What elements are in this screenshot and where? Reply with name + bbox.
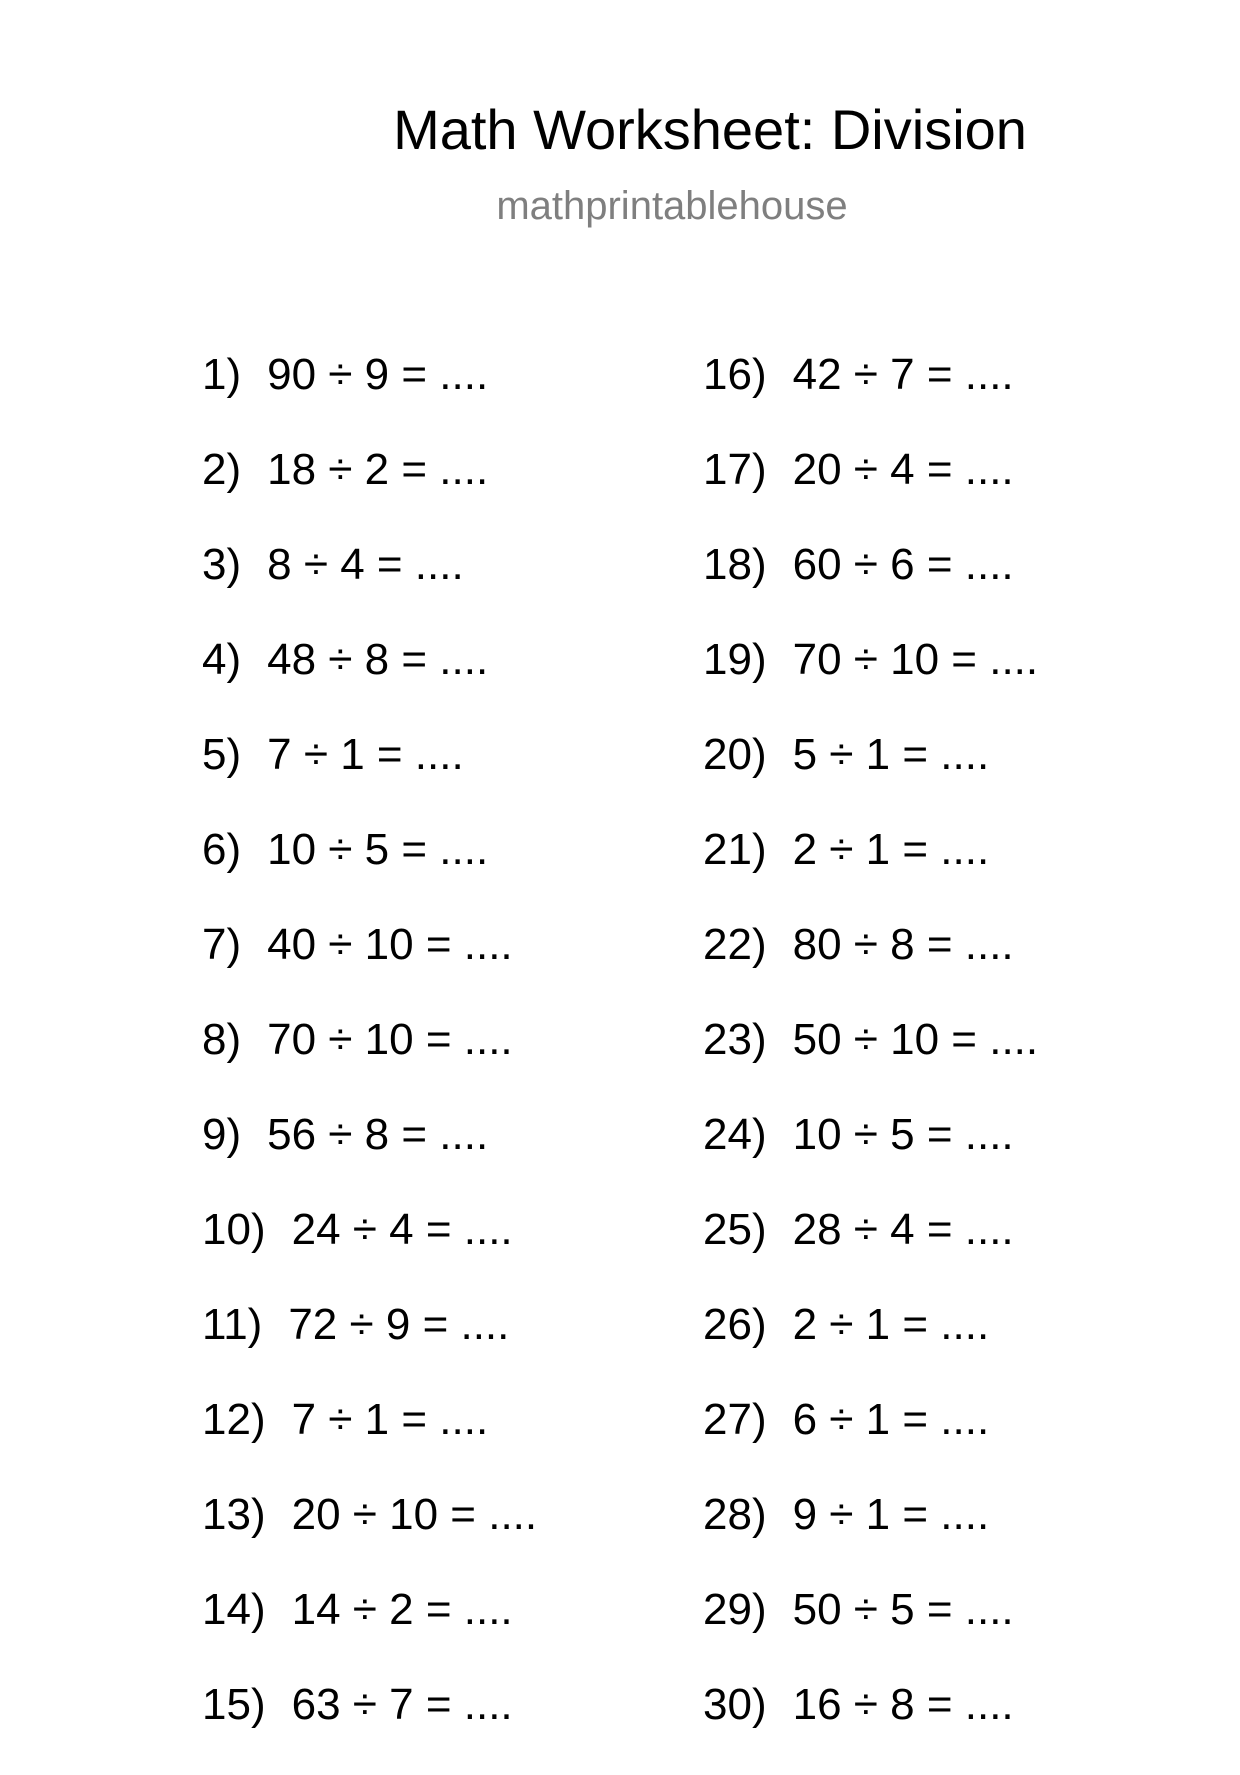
problem-expression: 60 ÷ 6 = ....: [792, 540, 1014, 589]
problem-item: [703, 445, 1183, 540]
problem-number: 3): [202, 540, 242, 589]
problem-item: [202, 1490, 682, 1585]
problem-expression: 24 ÷ 4 = ....: [291, 1205, 513, 1254]
problem-expression: 90 ÷ 9 = ....: [267, 350, 489, 399]
problem-number: 16): [703, 350, 767, 399]
problem-expression: 56 ÷ 8 = ....: [267, 1110, 489, 1159]
problem-expression: 28 ÷ 4 = ....: [792, 1205, 1014, 1254]
problem-item: [202, 1110, 682, 1205]
problem-number: 19): [703, 635, 767, 684]
worksheet-title-text: Math Worksheet: Division: [393, 98, 1027, 161]
problem-number: 25): [703, 1205, 767, 1254]
problem-number: 5): [202, 730, 242, 779]
problem-item: [703, 1680, 1183, 1775]
problem-number: 26): [703, 1300, 767, 1349]
problem-number: 13): [202, 1490, 266, 1539]
problem-column-right: [703, 350, 1183, 1775]
problem-number: 20): [703, 730, 767, 779]
problem-item: [202, 635, 682, 730]
problem-number: 21): [703, 825, 767, 874]
worksheet-title: [0, 98, 1240, 162]
problem-expression: 8 ÷ 4 = ....: [267, 540, 464, 589]
problem-item: [202, 1585, 682, 1680]
problem-number: 15): [202, 1680, 266, 1729]
worksheet-subtitle-text: mathprintablehouse: [496, 184, 848, 228]
problem-expression: 5 ÷ 1 = ....: [792, 730, 990, 779]
worksheet-subtitle: [0, 183, 1240, 229]
problem-expression: 2 ÷ 1 = ....: [792, 825, 990, 874]
problem-item: [202, 540, 682, 635]
problem-expression: 2 ÷ 1 = ....: [792, 1300, 990, 1349]
problem-item: [703, 1110, 1183, 1205]
problem-item: [202, 730, 682, 825]
problem-number: 18): [703, 540, 767, 589]
problem-number: 23): [703, 1015, 767, 1064]
problem-number: 7): [202, 920, 242, 969]
problem-expression: 80 ÷ 8 = ....: [792, 920, 1014, 969]
problem-number: 2): [202, 445, 242, 494]
problem-expression: 42 ÷ 7 = ....: [792, 350, 1014, 399]
problem-item: [202, 1205, 682, 1300]
problem-expression: 70 ÷ 10 = ....: [792, 635, 1039, 684]
problem-number: 12): [202, 1395, 266, 1444]
problem-item: [703, 730, 1183, 825]
problem-expression: 70 ÷ 10 = ....: [267, 1015, 513, 1064]
problem-expression: 40 ÷ 10 = ....: [267, 920, 513, 969]
problem-item: [703, 920, 1183, 1015]
problem-item: [703, 350, 1183, 445]
problem-number: 28): [703, 1490, 767, 1539]
problem-number: 29): [703, 1585, 767, 1634]
problem-item: [202, 350, 682, 445]
problem-number: 6): [202, 825, 242, 874]
problem-item: [703, 635, 1183, 730]
problem-number: 8): [202, 1015, 242, 1064]
problem-expression: 63 ÷ 7 = ....: [291, 1680, 513, 1729]
problem-item: [703, 825, 1183, 920]
problem-number: 17): [703, 445, 767, 494]
problem-expression: 48 ÷ 8 = ....: [267, 635, 489, 684]
problem-item: [202, 445, 682, 540]
problem-column-left: [202, 350, 682, 1775]
problem-expression: 14 ÷ 2 = ....: [291, 1585, 513, 1634]
problem-expression: 72 ÷ 9 = ....: [288, 1300, 510, 1349]
problem-item: [703, 1205, 1183, 1300]
problem-expression: 7 ÷ 1 = ....: [291, 1395, 489, 1444]
problem-expression: 50 ÷ 10 = ....: [792, 1015, 1039, 1064]
problem-expression: 20 ÷ 10 = ....: [291, 1490, 538, 1539]
problem-item: [703, 1015, 1183, 1110]
problem-item: [202, 825, 682, 920]
problem-item: [703, 540, 1183, 635]
problem-item: [202, 1680, 682, 1775]
problem-number: 11): [202, 1300, 263, 1349]
problem-item: [703, 1490, 1183, 1585]
problem-number: 9): [202, 1110, 242, 1159]
problem-expression: 20 ÷ 4 = ....: [792, 445, 1014, 494]
problem-expression: 6 ÷ 1 = ....: [792, 1395, 990, 1444]
problem-number: 10): [202, 1205, 266, 1254]
problem-item: [202, 1300, 682, 1395]
problem-number: 14): [202, 1585, 266, 1634]
problem-expression: 18 ÷ 2 = ....: [267, 445, 489, 494]
problem-item: [202, 1395, 682, 1490]
problem-number: 24): [703, 1110, 767, 1159]
problem-expression: 9 ÷ 1 = ....: [792, 1490, 990, 1539]
problem-number: 30): [703, 1680, 767, 1729]
problem-expression: 16 ÷ 8 = ....: [792, 1680, 1014, 1729]
problem-number: 1): [202, 350, 242, 399]
problem-expression: 10 ÷ 5 = ....: [792, 1110, 1014, 1159]
problem-expression: 10 ÷ 5 = ....: [267, 825, 489, 874]
problem-number: 22): [703, 920, 767, 969]
problem-item: [202, 1015, 682, 1110]
problem-expression: 50 ÷ 5 = ....: [792, 1585, 1014, 1634]
problem-item: [703, 1300, 1183, 1395]
problem-item: [703, 1395, 1183, 1490]
problem-number: 27): [703, 1395, 767, 1444]
problem-item: [202, 920, 682, 1015]
problem-item: [703, 1585, 1183, 1680]
problem-expression: 7 ÷ 1 = ....: [267, 730, 464, 779]
problem-number: 4): [202, 635, 242, 684]
